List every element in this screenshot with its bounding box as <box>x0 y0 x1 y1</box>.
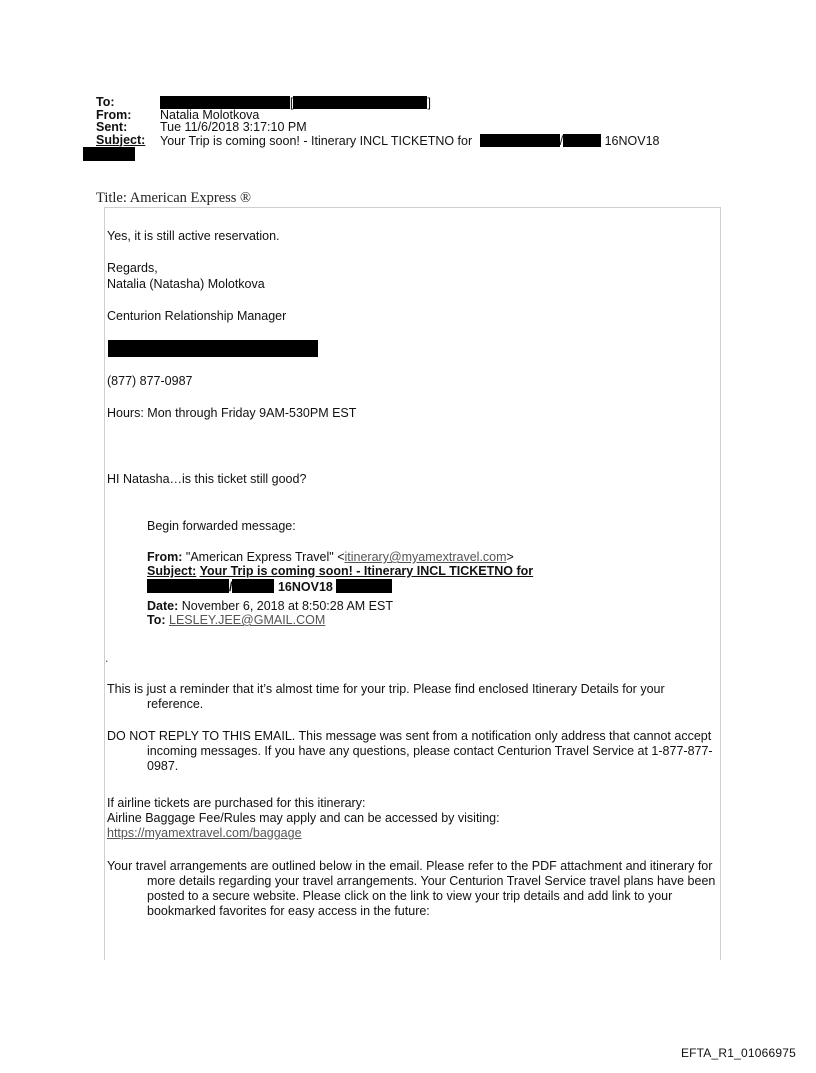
forward-subject-date: 16NOV18 <box>277 579 333 594</box>
do-not-reply-paragraph: DO NOT REPLY TO THIS EMAIL. This message was sent from a notification only address that cannot accept incoming messages. If you have any questions, please contact Centurion Travel Service at 1-877-877-0987. <box>107 729 713 773</box>
to-label: To: <box>96 95 115 109</box>
forward-to-label: To: <box>147 613 166 627</box>
subject-label: Subject: <box>96 132 146 147</box>
baggage-line-2: Airline Baggage Fee/Rules may apply and can be accessed by visiting: <box>107 811 500 825</box>
forward-to <box>147 614 325 628</box>
forward-to-email[interactable]: LESLEY.JEE@GMAIL.COM <box>169 613 326 627</box>
baggage-link[interactable]: https://myamextravel.com/baggage <box>107 826 302 840</box>
forward-from-name: "American Express Travel" < <box>185 550 345 564</box>
regards: Regards, <box>107 261 158 275</box>
forward-from-label: From: <box>147 550 183 564</box>
document-title: Title: American Express ® <box>96 190 252 206</box>
stray-dot: . <box>105 651 109 665</box>
subject-value: Your Trip is coming soon! - Itinerary INCL TICKETNO for <box>160 133 473 148</box>
forward-intro: Begin forwarded message: <box>147 519 296 533</box>
forward-date-value: November 6, 2018 at 8:50:28 AM EST <box>181 599 393 613</box>
signature-phone: (877) 877-0987 <box>107 374 193 388</box>
forward-subject-label: Subject: <box>147 564 197 578</box>
redaction-block <box>563 134 601 147</box>
subject-date: 16NOV18 <box>604 133 660 148</box>
forward-subject: Subject: Your Trip is coming soon! - Itinerary INCL TICKETNO for / 16NOV18 <box>147 564 534 594</box>
question-line: HI Natasha…is this ticket still good? <box>107 472 307 486</box>
forward-date-label: Date: <box>147 599 179 613</box>
forward-from-email[interactable]: itinerary@myamextravel.com <box>344 550 507 564</box>
redaction-block <box>293 96 427 109</box>
redaction-block <box>232 579 274 593</box>
sent-value: Tue 11/6/2018 3:17:10 PM <box>160 120 307 134</box>
redaction-block <box>108 340 318 357</box>
signature-hours: Hours: Mon through Friday 9AM-530PM EST <box>107 406 357 420</box>
redaction-block <box>336 579 392 593</box>
redaction-block <box>147 579 229 593</box>
redaction-block <box>83 147 135 161</box>
signature-role: Centurion Relationship Manager <box>107 309 287 323</box>
reminder-paragraph: This is just a reminder that it’s almost time for your trip. Please find enclosed Itinerary Details for your reference. <box>107 682 665 711</box>
arrangements-paragraph: Your travel arrangements are outlined below in the email. Please refer to the PDF attachment and itinerary for more details regarding your travel arrangements. Your Centurion Travel Service travel plans have been posted to a secure website. Please click on the link to view your trip details and add link to your bookmarked favorites for easy access in the future: <box>107 859 716 918</box>
forward-date <box>147 600 393 614</box>
forward-subject-text: Your Trip is coming soon! - Itinerary INCL TICKETNO for <box>199 564 534 578</box>
signature-name: Natalia (Natasha) Molotkova <box>107 277 265 291</box>
baggage-line-1: If airline tickets are purchased for this itinerary: <box>107 796 366 810</box>
redaction-block <box>480 134 560 147</box>
sent-label: Sent: <box>96 120 128 134</box>
forward-from: From: "American Express Travel" <itinerary@myamextravel.com> <box>147 550 514 564</box>
from-label: From: <box>96 107 132 122</box>
document-id: EFTA_R1_01066975 <box>680 1046 796 1060</box>
from-value: Natalia Molotkova <box>160 107 260 122</box>
reply-line: Yes, it is still active reservation. <box>107 229 280 243</box>
